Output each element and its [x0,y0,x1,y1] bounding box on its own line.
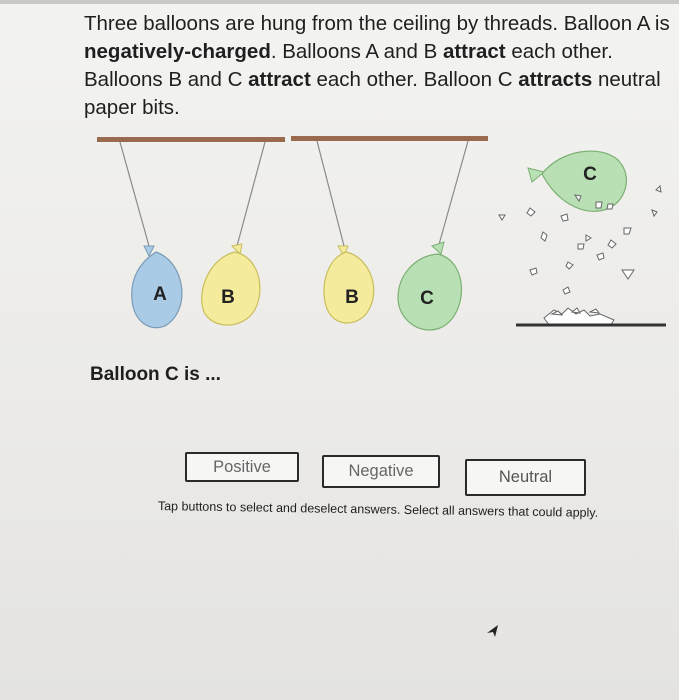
ceiling-bar-left [97,137,285,142]
question-text: Three balloons are hung from the ceiling by threads. Balloon A is negatively-charged. Balloons A and B attract each other. Balloons B and C attract each other. Balloon C attracts neutral paper bits. [84,12,670,119]
balloon-c-floating-label: C [583,164,597,185]
answer-buttons [0,450,679,500]
balloon-b-right-label: B [345,287,359,308]
balloon-c-floating [528,151,626,211]
balloon-b-right [324,246,374,323]
thread-b2 [317,141,344,246]
balloon-c-hanging-label: C [420,288,434,309]
top-bar [0,0,679,4]
negative-button[interactable]: Negative [322,455,440,488]
prompt-text: Balloon C is ... [90,364,221,385]
balloon-a [132,246,182,328]
positive-button[interactable]: Positive [185,452,299,482]
thread-c1 [438,141,468,248]
balloon-a-label: A [153,284,167,305]
balloon-illustration [0,120,679,350]
thread-a [120,142,149,246]
balloon-b-left [202,244,260,325]
ceiling-bar-right [291,136,488,141]
neutral-button[interactable]: Neutral [465,459,586,496]
instruction-hint: Tap buttons to select and deselect answers. Select all answers that could apply. [157,499,599,520]
thread-b1 [237,142,265,246]
pointer-cursor-icon [486,624,500,640]
balloon-b-left-label: B [221,287,235,308]
paper-pile [544,308,614,326]
balloon-c-hanging [398,242,462,330]
